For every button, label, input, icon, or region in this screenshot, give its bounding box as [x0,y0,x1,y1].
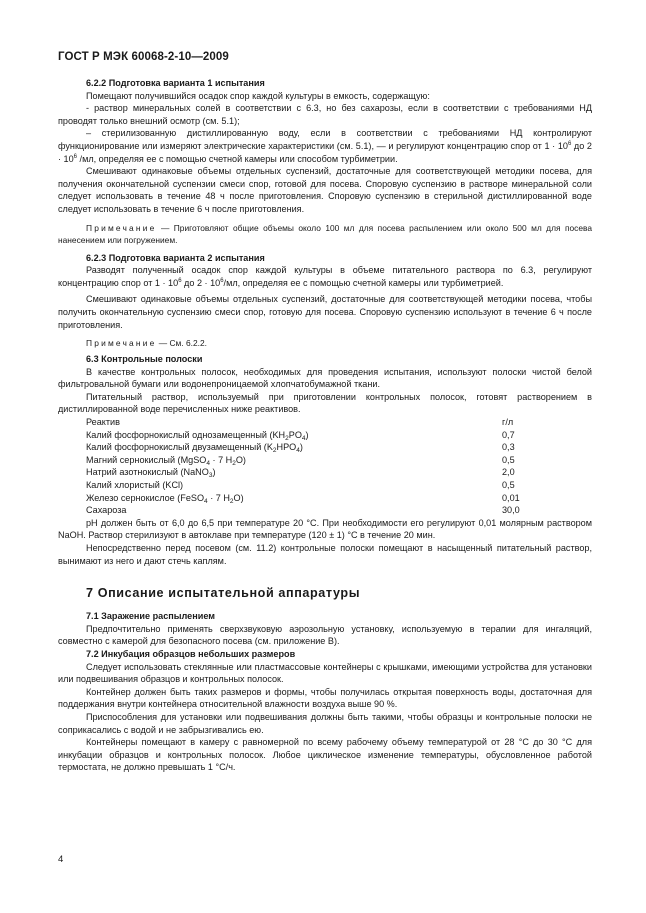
reagent-amount: 0,5 [502,480,515,491]
reagent-amount: 0,5 [502,454,515,465]
reagent-row [86,429,550,442]
text-fragment: Магний сернокислый (MgSO [86,454,207,465]
subscript: 2 [272,447,277,455]
text-fragment: Сахароза [86,505,127,516]
reagent-row [86,441,550,454]
subscript: 4 [206,459,210,467]
text-fragment: Калий хлористый (KCl) [86,480,184,491]
subscript: 2 [285,434,289,442]
paragraph [58,127,592,165]
paragraph: Смешивают одинаковые объемы отдельных суспензий, достаточные для соответствующей методики посева, для получения окончательной суспензии смеси спор, готовой для посева. Споровую суспензию в растворе минеральной соли следует использовать в течение 48 ч после приготовления. Споровую суспензию в стерильной дистиллированной воде следует использовать в течение 6 ч после приготовления. [58,166,592,214]
paragraph: Помещают получившийся осадок спор каждой культуры в емкость, содержащую: [86,90,430,101]
section-7-2-title: 7.2 Инкубация образцов небольших размеров [86,648,296,659]
paragraph: Контейнеры помещают в камеру с равномерной по всему рабочему объему температурой от 28 °С до 30 °С для инкубации образцов и контрольных полосок. Любое циклическое изменение температуры, обусловленное работой термостата, не должно превышать 1 °С/ч. [58,737,592,773]
paragraph: pH должен быть от 6,0 до 6,5 при температуре 20 °С. При необходимости его регулируют 0,01 молярным раствором NaOH. Раствор стерилизуют в автоклаве при температуре (120 ± 1) °С в течение 20 мин. [58,517,592,541]
text-fragment: Разводят полученный осадок спор каждой культуры в объеме питательного раствора по 6.3, регулируют концентрацию спор от 1 · 10 [58,265,592,288]
reagent-row [86,492,550,505]
reagent-amount: 2,0 [502,467,515,478]
text-fragment: до 2 · 10 [58,140,592,164]
text-fragment: ) [299,442,303,453]
text-fragment: PO [288,429,302,440]
text-fragment: O) [233,492,244,503]
reagent-name [86,479,183,492]
subscript: 3 [208,472,213,480]
paragraph: Предпочтительно применять сверхзвуковую аэрозольную установку, используемую в терапии для ингаляций, совместно с камерой для безопасного посева (см. приложение В). [58,623,592,647]
reagent-amount: 0,3 [502,442,515,453]
section-6-3-title: 6.3 Контрольные полоски [86,354,203,365]
reagent-row [86,454,550,467]
reagents-table [86,416,550,517]
superscript: 6 [220,277,224,284]
section-6-2-2-title: 6.2.2 Подготовка варианта 1 испытания [86,78,265,88]
reagents-header-row [86,416,550,429]
text-fragment: O) [235,454,246,465]
reagent-name [86,441,303,454]
reagent-row [86,504,550,517]
paragraph: Смешивают одинаковые объемы отдельных суспензий, достаточные для соответствующей методики посева, чтобы получить окончательную суспензию смеси спор, готовую для посева. Споровую суспензию используют в течение 6 ч после приготовления. [58,294,592,330]
reagent-amount: 0,01 [502,492,520,503]
note-label: Примечание [86,338,157,349]
text-fragment: HPO [276,442,297,453]
subscript: 4 [296,447,300,455]
paragraph: Непосредственно перед посевом (см. 11.2) контрольные полоски помещают в насыщенный питательный раствор, вынимают из него и дают стечь каплям. [58,543,592,566]
reagent-name [86,466,215,479]
document-header: ГОСТ Р МЭК 60068-2-10—2009 [58,51,229,63]
text-fragment: – стерилизованную дистиллированную воду, если в соответствии с требованиями НД контролируют функционирование или измеряют электрические характеристики (см. 5.1), — и регулируют концентрацию спор от 1 · 10 [58,128,592,151]
paragraph: - раствор минеральных солей в соответствии с 6.3, но без сахарозы, если в соответствии с требованиями НД проводят только внешний осмотр (см. 5.1); [58,103,592,126]
section-6-2-3-title: 6.2.3 Подготовка варианта 2 испытания [86,252,265,263]
text-fragment: Натрий азотнокислый (NaNO [86,467,209,478]
reagent-row [86,479,550,492]
text-fragment: /мл, определяя ее с помощью счетной камеры или турбиметрией. [223,277,504,288]
note-text: — См. 6.2.2. [156,338,207,349]
section-7-title: 7 Описание испытательной аппаратуры [86,586,361,601]
note [58,337,592,349]
paragraph [58,264,592,289]
text-fragment: до 2 · 10 [181,277,221,288]
text-fragment: · 7 H [207,492,230,503]
paragraph: Приспособления для установки или подвешивания должны быть такими, чтобы образцы и контрольные полоски не соприкасались с водой и не забрызгивались ею. [58,711,592,735]
paragraph: Следует использовать стеклянные или пластмассовые контейнеры с крышками, имеющими устройства для установки или подвешивания образцов и контрольных полосок. [58,661,592,685]
superscript: 6 [567,140,572,147]
reagent-name [86,504,126,517]
reagent-name [86,492,244,505]
section-7-1-title: 7.1 Заражение распылением [86,611,215,622]
text-fragment: Железо сернокислое (FeSO [86,492,205,503]
page-body [58,77,592,774]
paragraph: Питательный раствор, используемый при приготовлении контрольных полосок, готовят растворением в дистиллированной воде перечисленных ниже реактивов. [58,391,592,415]
paragraph: В качестве контрольных полосок, необходимых для проведения испытания, используют полоски чистой белой фильтровальной бумаги или водонепроницаемой хлопчатобумажной ткани. [58,366,592,390]
reagent-row [86,466,550,479]
superscript: 6 [73,153,78,160]
note-text: — Приготовляют общие объемы около 100 мл для посева распылением или около 500 мл для посева нанесением или погружением. [58,222,592,245]
subscript: 2 [232,459,236,467]
subscript: 4 [204,497,208,505]
concentration-column-header: г/л [502,417,514,428]
text-fragment: Калий фосфорнокислый двузамещенный (K [86,442,273,453]
text-fragment: /мл, определяя ее с помощью счетной камеры или способом турбиметрии. [77,153,398,164]
subscript: 2 [229,497,234,505]
reagent-amount: 30,0 [502,505,520,516]
text-fragment: ) [305,429,309,440]
text-fragment: Калий фосфорнокислый однозамещенный (KH [86,429,286,440]
reagent-name [86,429,309,442]
reagent-column-header: Реактив [86,417,120,428]
text-fragment: · 7 H [209,454,233,465]
page-number: 4 [58,854,64,865]
subscript: 4 [301,434,306,442]
note-label: Примечание [86,222,157,233]
note [58,222,592,246]
paragraph: Контейнер должен быть таких размеров и формы, чтобы получилась открытая поверхность воды, достаточная для поддержания внутри контейнера относительной влажности воздуха выше 90 %. [58,686,592,710]
superscript: 6 [178,277,182,284]
reagent-name [86,454,246,467]
text-fragment: ) [212,467,216,478]
reagent-amount: 0,7 [502,429,515,440]
